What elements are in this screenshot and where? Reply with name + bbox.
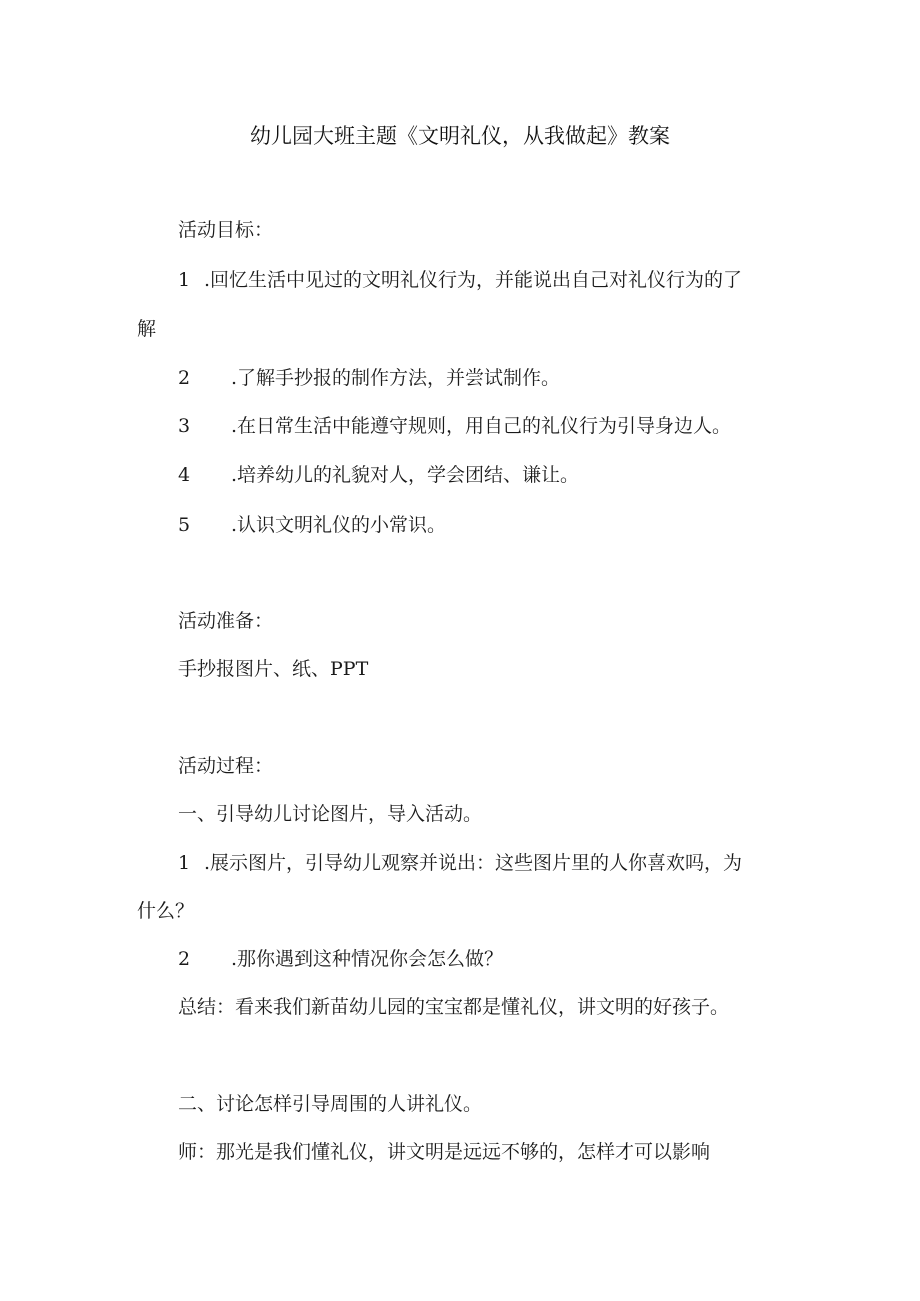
goal-item-2-text: .了解手抄报的制作方法，并尝试制作。: [231, 367, 561, 389]
goal-item-5-number: 5: [178, 514, 191, 536]
goal-item-4-number: 4: [178, 464, 191, 486]
document-title: 幼儿园大班主题《文明礼仪，从我做起》教案: [250, 124, 670, 148]
goal-item-4: [178, 463, 579, 487]
goal-item-1-text: .回忆生活中见过的文明礼仪行为，并能说出自己对礼仪行为的了: [204, 269, 743, 291]
goal-item-1-number: 1: [178, 269, 191, 291]
process-step-2-text: .那你遇到这种情况你会怎么做？: [231, 948, 504, 970]
process-section-1: 一、引导幼儿讨论图片，导入活动。: [178, 803, 483, 825]
goal-item-2-number: 2: [178, 367, 191, 389]
goal-item-1: [178, 268, 742, 292]
goal-item-2: [178, 366, 560, 390]
prep-text: 手抄报图片、纸、PPT: [178, 658, 369, 680]
process-section-2: 二、讨论怎样引导周围的人讲礼仪。: [178, 1093, 483, 1115]
goal-item-3-text: .在日常生活中能遵守规则，用自己的礼仪行为引导身边人。: [231, 415, 732, 437]
goal-item-1-continuation: 解: [137, 318, 157, 340]
goal-item-5: [178, 513, 446, 537]
goals-heading: 活动目标：: [178, 219, 274, 241]
process-step-2-number: 2: [178, 948, 191, 970]
goal-item-4-text: .培养幼儿的礼貌对人，学会团结、谦让。: [231, 464, 580, 486]
goal-item-3-number: 3: [178, 415, 191, 437]
process-step-1: [178, 851, 742, 875]
process-teacher-line: 师：那光是我们懂礼仪，讲文明是远远不够的，怎样才可以影响: [178, 1141, 711, 1163]
goal-item-5-text: .认识文明礼仪的小常识。: [231, 514, 447, 536]
process-step-1-number: 1: [178, 852, 191, 874]
process-step-1-text: .展示图片，引导幼儿观察并说出：这些图片里的人你喜欢吗，为: [204, 852, 743, 874]
prep-heading: 活动准备：: [178, 610, 274, 632]
process-step-2: [178, 947, 503, 971]
goal-item-3: [178, 414, 731, 438]
process-heading: 活动过程：: [178, 755, 274, 777]
process-summary: 总结：看来我们新苗幼儿园的宝宝都是懂礼仪，讲文明的好孩子。: [178, 996, 730, 1018]
process-step-1-continuation: 什么？: [137, 900, 195, 922]
